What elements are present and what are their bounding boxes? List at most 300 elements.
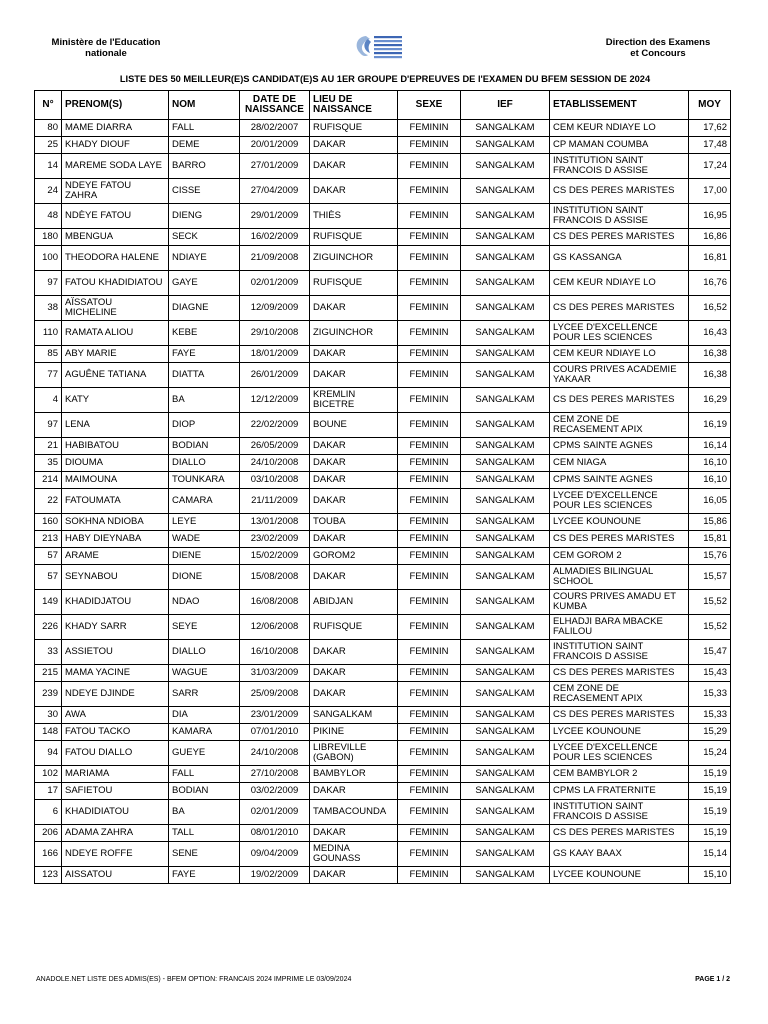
table-row [35,363,731,388]
cell-nom: DIONE [169,565,240,590]
cell-lieu-naissance: ABIDJAN [310,590,398,615]
table-row [35,388,731,413]
cell-date-naissance: 08/01/2010 [240,825,310,842]
table-row [35,783,731,800]
cell-ief: SANGALKAM [461,800,550,825]
cell-nom: BA [169,800,240,825]
cell-ief: SANGALKAM [461,229,550,246]
cell-etablissement: LYCEE KOUNOUNE [550,867,689,884]
cell-etablissement: CPMS SAINTE AGNES [550,472,689,489]
cell-nom: DIENG [169,204,240,229]
cell-nom: BARRO [169,154,240,179]
cell-date-naissance: 27/01/2009 [240,154,310,179]
cell-moyenne: 15,43 [689,665,731,682]
cell-moyenne: 15,33 [689,707,731,724]
col-header-etablissement: ETABLISSEMENT [550,91,689,120]
cell-nom: KEBE [169,321,240,346]
cell-etablissement: INSTITUTION SAINT FRANCOIS D ASSISE [550,154,689,179]
cell-moyenne: 15,10 [689,867,731,884]
cell-etablissement: CS DES PERES MARISTES [550,825,689,842]
cell-lieu-naissance: DAKAR [310,154,398,179]
cell-sexe: FEMININ [398,565,461,590]
cell-num: 166 [35,842,62,867]
cell-date-naissance: 29/10/2008 [240,321,310,346]
table-row [35,615,731,640]
col-header-date [240,91,310,120]
cell-nom: NDIAYE [169,246,240,271]
cell-date-naissance: 27/10/2008 [240,766,310,783]
cell-date-naissance: 12/06/2008 [240,615,310,640]
cell-date-naissance: 24/10/2008 [240,455,310,472]
cell-moyenne: 16,10 [689,472,731,489]
cell-sexe: FEMININ [398,665,461,682]
cell-moyenne: 15,19 [689,766,731,783]
cell-ief: SANGALKAM [461,489,550,514]
cell-prenom: AISSATOU [62,867,169,884]
cell-nom: SECK [169,229,240,246]
cell-etablissement: CP MAMAN COUMBA [550,137,689,154]
cell-nom: DIA [169,707,240,724]
cell-nom: WAGUE [169,665,240,682]
col-header-date-line1: DATE DE [252,94,297,105]
cell-nom: FALL [169,766,240,783]
cell-moyenne: 16,14 [689,438,731,455]
cell-num: 30 [35,707,62,724]
cell-date-naissance: 03/02/2009 [240,783,310,800]
cell-prenom: KHADY SARR [62,615,169,640]
cell-date-naissance: 18/01/2009 [240,346,310,363]
cell-date-naissance: 29/01/2009 [240,204,310,229]
cell-etablissement: CEM NIAGA [550,455,689,472]
cell-nom: SENE [169,842,240,867]
cell-lieu-naissance: ZIGUINCHOR [310,321,398,346]
cell-lieu-naissance: DAKAR [310,346,398,363]
cell-prenom: NDEYE ROFFE [62,842,169,867]
cell-sexe: FEMININ [398,489,461,514]
table-row [35,137,731,154]
cell-moyenne: 16,81 [689,246,731,271]
cell-lieu-naissance: KREMLIN BICETRE [310,388,398,413]
cell-lieu-naissance: THIÈS [310,204,398,229]
cell-lieu-naissance: PIKINE [310,724,398,741]
table-row [35,682,731,707]
cell-prenom: MBENGUA [62,229,169,246]
cell-lieu-naissance: RUFISQUE [310,229,398,246]
cell-lieu-naissance: DAKAR [310,783,398,800]
cell-ief: SANGALKAM [461,724,550,741]
cell-moyenne: 15,86 [689,514,731,531]
cell-num: 38 [35,296,62,321]
ministry-logo-icon [352,33,406,63]
cell-sexe: FEMININ [398,766,461,783]
cell-sexe: FEMININ [398,321,461,346]
table-row [35,271,731,296]
table-row [35,246,731,271]
cell-lieu-naissance: DAKAR [310,455,398,472]
cell-etablissement: CS DES PERES MARISTES [550,296,689,321]
directorate-header [588,37,728,59]
cell-etablissement: CEM KEUR NDIAYE LO [550,271,689,296]
cell-etablissement: CS DES PERES MARISTES [550,665,689,682]
table-row [35,321,731,346]
cell-lieu-naissance: RUFISQUE [310,271,398,296]
cell-ief: SANGALKAM [461,346,550,363]
cell-etablissement: LYCEE KOUNOUNE [550,724,689,741]
cell-moyenne: 15,14 [689,842,731,867]
cell-ief: SANGALKAM [461,548,550,565]
cell-sexe: FEMININ [398,707,461,724]
document-title: LISTE DES 50 MEILLEUR(E)S CANDIDAT(E)S AU 1ER GROUPE D'EPREUVES DE l'EXAMEN DU BFEM SESSION DE 2024 [119,74,651,84]
table-row [35,800,731,825]
cell-prenom: DIOUMA [62,455,169,472]
cell-nom: NDAO [169,590,240,615]
table-row [35,229,731,246]
cell-sexe: FEMININ [398,590,461,615]
cell-sexe: FEMININ [398,154,461,179]
cell-etablissement: CS DES PERES MARISTES [550,707,689,724]
table-row [35,489,731,514]
cell-sexe: FEMININ [398,867,461,884]
cell-num: 160 [35,514,62,531]
cell-num: 6 [35,800,62,825]
cell-nom: DIOP [169,413,240,438]
cell-sexe: FEMININ [398,413,461,438]
cell-date-naissance: 19/02/2009 [240,867,310,884]
cell-date-naissance: 16/10/2008 [240,640,310,665]
cell-moyenne: 16,38 [689,346,731,363]
table-row [35,514,731,531]
cell-prenom: NDEYE FATOU ZAHRA [62,179,169,204]
cell-etablissement: LYCEE D'EXCELLENCE POUR LES SCIENCES [550,741,689,766]
cell-num: 97 [35,413,62,438]
cell-lieu-naissance: ZIGUINCHOR [310,246,398,271]
cell-etablissement: ELHADJI BARA MBACKE FALILOU [550,615,689,640]
cell-etablissement: GS KAAY BAAX [550,842,689,867]
cell-etablissement: CPMS LA FRATERNITE [550,783,689,800]
cell-nom: KAMARA [169,724,240,741]
cell-sexe: FEMININ [398,455,461,472]
cell-num: 148 [35,724,62,741]
cell-ief: SANGALKAM [461,137,550,154]
cell-ief: SANGALKAM [461,413,550,438]
cell-moyenne: 16,52 [689,296,731,321]
cell-lieu-naissance: DAKAR [310,438,398,455]
cell-ief: SANGALKAM [461,472,550,489]
cell-num: 215 [35,665,62,682]
cell-nom: DEME [169,137,240,154]
cell-lieu-naissance: DAKAR [310,665,398,682]
cell-nom: BODIAN [169,783,240,800]
cell-date-naissance: 02/01/2009 [240,271,310,296]
cell-nom: BA [169,388,240,413]
cell-nom: DIALLO [169,640,240,665]
cell-moyenne: 15,47 [689,640,731,665]
cell-etablissement: ALMADIES BILINGUAL SCHOOL [550,565,689,590]
table-row [35,825,731,842]
cell-prenom: SEYNABOU [62,565,169,590]
cell-date-naissance: 23/01/2009 [240,707,310,724]
directorate-name-line2: et Concours [630,48,686,59]
table-row [35,204,731,229]
cell-etablissement: LYCEE D'EXCELLENCE POUR LES SCIENCES [550,321,689,346]
cell-lieu-naissance: RUFISQUE [310,615,398,640]
cell-date-naissance: 25/09/2008 [240,682,310,707]
cell-lieu-naissance: GOROM2 [310,548,398,565]
footer-print-info: ANADOLE.NET LISTE DES ADMIS(ES) - BFEM OPTION: FRANCAIS 2024 IMPRIME LE 03/09/2024 [36,976,352,983]
cell-date-naissance: 09/04/2009 [240,842,310,867]
cell-lieu-naissance: MEDINA GOUNASS [310,842,398,867]
cell-prenom: SOKHNA NDIOBA [62,514,169,531]
cell-etablissement: CEM KEUR NDIAYE LO [550,346,689,363]
cell-num: 4 [35,388,62,413]
cell-date-naissance: 16/08/2008 [240,590,310,615]
cell-prenom: ARAME [62,548,169,565]
cell-prenom: KHADIDIATOU [62,800,169,825]
cell-prenom: MAME DIARRA [62,120,169,137]
cell-lieu-naissance: BOUNE [310,413,398,438]
cell-etablissement: COURS PRIVES AMADU ET KUMBA [550,590,689,615]
cell-prenom: ABY MARIE [62,346,169,363]
cell-lieu-naissance: DAKAR [310,640,398,665]
cell-date-naissance: 26/05/2009 [240,438,310,455]
cell-nom: FAYE [169,867,240,884]
cell-moyenne: 15,52 [689,590,731,615]
cell-moyenne: 15,24 [689,741,731,766]
cell-num: 57 [35,565,62,590]
results-table-body [35,120,731,884]
cell-date-naissance: 24/10/2008 [240,741,310,766]
cell-sexe: FEMININ [398,137,461,154]
cell-date-naissance: 07/01/2010 [240,724,310,741]
ministry-name-line1: Ministère de l'Education [51,37,161,48]
cell-num: 97 [35,271,62,296]
cell-lieu-naissance: DAKAR [310,489,398,514]
table-row [35,707,731,724]
cell-ief: SANGALKAM [461,766,550,783]
cell-ief: SANGALKAM [461,590,550,615]
cell-sexe: FEMININ [398,246,461,271]
cell-prenom: SAFIETOU [62,783,169,800]
cell-sexe: FEMININ [398,388,461,413]
cell-etablissement: CS DES PERES MARISTES [550,179,689,204]
cell-prenom: KATY [62,388,169,413]
table-row [35,565,731,590]
cell-etablissement: CEM KEUR NDIAYE LO [550,120,689,137]
table-row [35,120,731,137]
cell-lieu-naissance: DAKAR [310,565,398,590]
cell-ief: SANGALKAM [461,842,550,867]
cell-date-naissance: 15/08/2008 [240,565,310,590]
cell-lieu-naissance: RUFISQUE [310,120,398,137]
table-row [35,455,731,472]
cell-date-naissance: 23/02/2009 [240,531,310,548]
col-header-lieu-line1: LIEU DE [313,94,353,105]
cell-num: 123 [35,867,62,884]
cell-prenom: AWA [62,707,169,724]
cell-nom: SARR [169,682,240,707]
cell-ief: SANGALKAM [461,682,550,707]
directorate-name-line1: Direction des Examens [605,37,711,48]
cell-nom: CISSE [169,179,240,204]
cell-prenom: NDEYE DJINDE [62,682,169,707]
cell-lieu-naissance: BAMBYLOR [310,766,398,783]
cell-prenom: MAIMOUNA [62,472,169,489]
cell-num: 110 [35,321,62,346]
cell-num: 48 [35,204,62,229]
table-row [35,640,731,665]
table-row [35,438,731,455]
table-row [35,346,731,363]
cell-prenom: MAMA YACINE [62,665,169,682]
cell-num: 14 [35,154,62,179]
cell-nom: SEYE [169,615,240,640]
cell-ief: SANGALKAM [461,388,550,413]
cell-date-naissance: 15/02/2009 [240,548,310,565]
cell-num: 35 [35,455,62,472]
col-header-sexe: SEXE [398,91,461,120]
table-row [35,741,731,766]
cell-num: 94 [35,741,62,766]
table-row [35,154,731,179]
cell-etablissement: COURS PRIVES ACADEMIE YAKAAR [550,363,689,388]
cell-moyenne: 15,19 [689,825,731,842]
cell-nom: GAYE [169,271,240,296]
cell-sexe: FEMININ [398,472,461,489]
ministry-name-line2: nationale [85,48,127,59]
cell-nom: FAYE [169,346,240,363]
cell-date-naissance: 22/02/2009 [240,413,310,438]
cell-num: 21 [35,438,62,455]
cell-etablissement: INSTITUTION SAINT FRANCOIS D ASSISE [550,204,689,229]
cell-etablissement: CS DES PERES MARISTES [550,388,689,413]
col-header-lieu-line2: NAISSANCE [313,104,372,115]
cell-prenom: NDÈYE FATOU [62,204,169,229]
cell-date-naissance: 16/02/2009 [240,229,310,246]
page-number: PAGE 1 / 2 [695,976,730,983]
cell-nom: GUEYE [169,741,240,766]
cell-moyenne: 16,29 [689,388,731,413]
cell-ief: SANGALKAM [461,363,550,388]
ministry-header [36,37,176,59]
cell-moyenne: 16,43 [689,321,731,346]
cell-num: 25 [35,137,62,154]
cell-sexe: FEMININ [398,640,461,665]
cell-date-naissance: 20/01/2009 [240,137,310,154]
cell-moyenne: 15,76 [689,548,731,565]
cell-prenom: AÏSSATOU MICHELINE [62,296,169,321]
cell-num: 149 [35,590,62,615]
table-row [35,413,731,438]
cell-ief: SANGALKAM [461,531,550,548]
cell-sexe: FEMININ [398,271,461,296]
cell-prenom: MAREME SODA LAYE [62,154,169,179]
table-row [35,179,731,204]
cell-nom: BODIAN [169,438,240,455]
cell-ief: SANGALKAM [461,296,550,321]
cell-nom: WADE [169,531,240,548]
cell-sexe: FEMININ [398,296,461,321]
cell-ief: SANGALKAM [461,707,550,724]
cell-date-naissance: 27/04/2009 [240,179,310,204]
col-header-date-line2: NAISSANCE [245,104,304,115]
cell-ief: SANGALKAM [461,514,550,531]
cell-ief: SANGALKAM [461,321,550,346]
cell-prenom: AGUÊNE TATIANA [62,363,169,388]
cell-sexe: FEMININ [398,514,461,531]
cell-date-naissance: 12/12/2009 [240,388,310,413]
cell-date-naissance: 13/01/2008 [240,514,310,531]
cell-sexe: FEMININ [398,682,461,707]
cell-ief: SANGALKAM [461,783,550,800]
col-header-moy: MOY [689,91,731,120]
cell-lieu-naissance: DAKAR [310,531,398,548]
cell-lieu-naissance: DAKAR [310,296,398,321]
cell-nom: DIALLO [169,455,240,472]
cell-ief: SANGALKAM [461,615,550,640]
cell-ief: SANGALKAM [461,271,550,296]
cell-prenom: FATOU TACKO [62,724,169,741]
cell-sexe: FEMININ [398,120,461,137]
cell-etablissement: INSTITUTION SAINT FRANCOIS D ASSISE [550,640,689,665]
cell-ief: SANGALKAM [461,565,550,590]
cell-moyenne: 15,52 [689,615,731,640]
cell-date-naissance: 12/09/2009 [240,296,310,321]
cell-prenom: MARIAMA [62,766,169,783]
cell-nom: LEYE [169,514,240,531]
cell-sexe: FEMININ [398,346,461,363]
cell-prenom: HABY DIEYNABA [62,531,169,548]
table-row [35,590,731,615]
cell-sexe: FEMININ [398,783,461,800]
cell-ief: SANGALKAM [461,867,550,884]
cell-num: 226 [35,615,62,640]
table-row [35,531,731,548]
cell-etablissement: CS DES PERES MARISTES [550,531,689,548]
cell-moyenne: 17,00 [689,179,731,204]
cell-num: 24 [35,179,62,204]
cell-nom: FALL [169,120,240,137]
cell-nom: TOUNKARA [169,472,240,489]
cell-prenom: KHADIDJATOU [62,590,169,615]
cell-ief: SANGALKAM [461,665,550,682]
cell-prenom: THEODORA HALENE [62,246,169,271]
cell-prenom: KHADY DIOUF [62,137,169,154]
cell-date-naissance: 03/10/2008 [240,472,310,489]
cell-date-naissance: 26/01/2009 [240,363,310,388]
cell-sexe: FEMININ [398,548,461,565]
cell-num: 77 [35,363,62,388]
cell-ief: SANGALKAM [461,741,550,766]
cell-sexe: FEMININ [398,724,461,741]
cell-moyenne: 16,86 [689,229,731,246]
cell-ief: SANGALKAM [461,455,550,472]
cell-lieu-naissance: DAKAR [310,179,398,204]
table-row [35,724,731,741]
cell-lieu-naissance: DAKAR [310,825,398,842]
cell-prenom: ASSIETOU [62,640,169,665]
cell-num: 239 [35,682,62,707]
cell-etablissement: INSTITUTION SAINT FRANCOIS D ASSISE [550,800,689,825]
cell-num: 85 [35,346,62,363]
cell-etablissement: CS DES PERES MARISTES [550,229,689,246]
table-row [35,548,731,565]
cell-lieu-naissance: DAKAR [310,363,398,388]
cell-moyenne: 16,38 [689,363,731,388]
cell-sexe: FEMININ [398,842,461,867]
cell-nom: TALL [169,825,240,842]
cell-lieu-naissance: DAKAR [310,867,398,884]
cell-sexe: FEMININ [398,204,461,229]
